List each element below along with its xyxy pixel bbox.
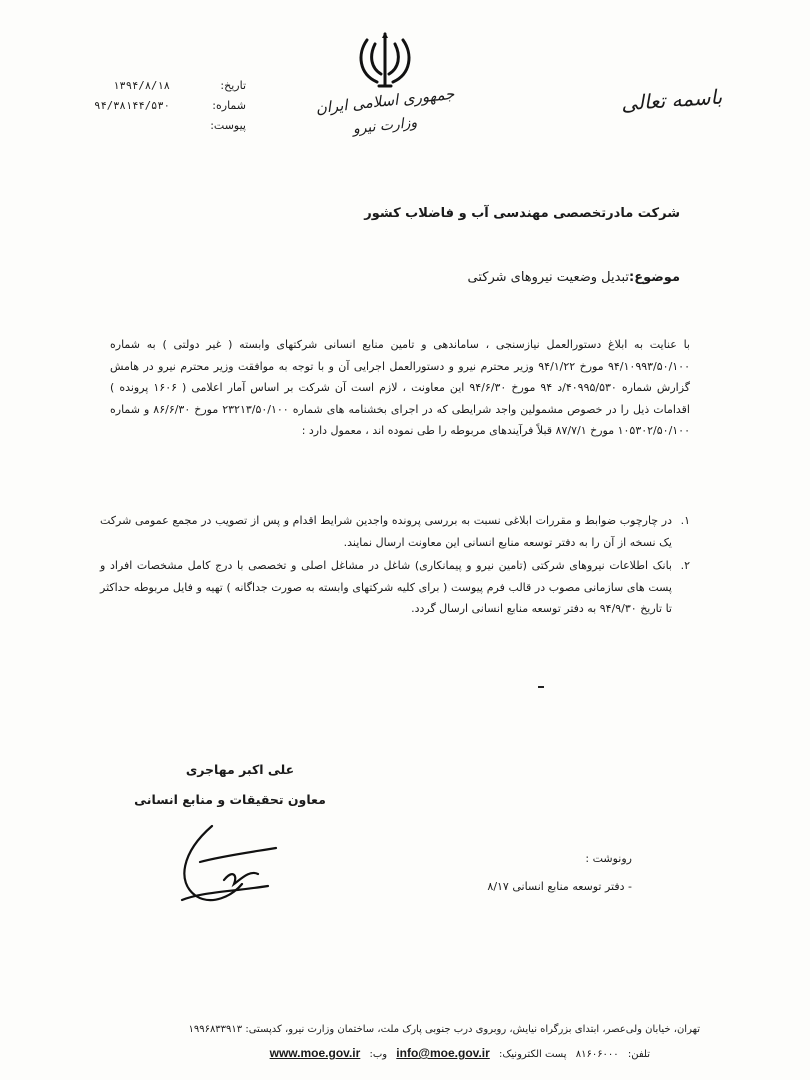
date-label: تاریخ: [220, 79, 246, 92]
action-items [100, 510, 690, 622]
email-label: پست الکترونیک: [498, 1049, 567, 1060]
subject-text: تبدیل وضعیت نیروهای شرکتی [467, 270, 629, 285]
item-text: در چارچوب ضوابط و مقررات ابلاغی نسبت به بررسی پرونده واجدین شرایط اقدام و پس از تصویب در مجمع عمومی شرکت یک نسخه از آن را به دفتر توسعه منابع انسانی این معاونت ارسال نمایند. [100, 514, 672, 549]
stray-mark [538, 686, 544, 688]
bismillah-heading: باسمه تعالی [620, 84, 723, 116]
meta-values [90, 76, 170, 116]
item-number: ۱. [680, 514, 690, 527]
recipient: شرکت مادرتخصصی مهندسی آب و فاضلاب کشور [364, 206, 680, 221]
list-item [100, 510, 690, 553]
cc-line: - دفتر توسعه منابع انسانی ۸/۱۷ [487, 880, 632, 893]
ministry-name: وزارت نیرو [352, 114, 418, 138]
cc-label: رونوشت : [585, 852, 632, 865]
handwritten-signature [172, 822, 282, 912]
meta-labels [186, 76, 246, 136]
item-number: ۲. [680, 559, 690, 572]
iran-emblem-icon [355, 30, 415, 92]
signer-name: علی اکبر مهاجری [185, 762, 295, 777]
attachment-label: پیوست: [210, 119, 246, 132]
body-paragraph: با عنایت به ابلاغ دستورالعمل نیازسنجی ، ساماندهی و تامین منابع انسانی شرکتهای وابسته ( غیر دولتی ) به شماره ۹۴/۱۰۹۹۳/۵۰/۱۰۰ مورخ ۹۴/۱/۲۲ وزیر محترم نیرو و دستورالعمل اجرایی آن و با توجه به موافقت وزیر محترم نیرو در هامش گزارش شماره ۴۰۹۹۵/۵۳۰/د ۹۴ مورخ ۹۴/۶/۳۰ این معاونت ، لازم است آن شرکت بر اساس آمار اعلامی ( ۱۶۰۶ پرونده ) اقدامات ذیل را در خصوص مشمولین واجد شرایطی که در اجرای بخشنامه های شماره ۲۳۲۱۳/۵۰/۱۰۰ مورخ ۸۶/۶/۳۰ و شماره ۱۰۵۳۰۲/۵۰/۱۰۰ مورخ ۸۷/۷/۱ قبلاً فرآیندهای مربوطه را طی نموده اند ، معمول دارد : [110, 338, 691, 437]
list-item [100, 555, 690, 620]
item-text: بانک اطلاعات نیروهای شرکتی (تامین نیرو و پیمانکاری) شاغل در مشاغل اصلی و تخصصی با درج کامل مشخصات افراد و پست های سازمانی مصوب در قالب فرم پیوست ( برای کلیه شرکتهای وابسته به صورت جداگانه ) تهیه و فایل مربوطه حداکثر تا تاریخ ۹۴/۹/۳۰ به دفتر توسعه منابع انسانی ارسال گردد. [100, 559, 672, 615]
number-label: شماره: [212, 99, 246, 112]
phone-number: ۸۱۶۰۶۰۰۰ [575, 1049, 619, 1060]
signer-title: معاون تحقیقات و منابع انسانی [134, 792, 326, 807]
email-link[interactable]: info@moe.gov.ir [396, 1046, 490, 1060]
footer-address: تهران، خیابان ولی‌عصر، ابتدای بزرگراه نیایش، روبروی درب جنوبی پارک ملت، ساختمان وزارت نیرو، کدپستی: ۱۹۹۶۸۳۳۹۱۳ [188, 1024, 700, 1035]
government-name: جمهوری اسلامی ایران [314, 84, 456, 118]
phone-label: تلفن: [627, 1049, 650, 1060]
footer-contact [190, 1046, 650, 1060]
website-link[interactable]: www.moe.gov.ir [269, 1046, 361, 1060]
subject-line [140, 270, 680, 285]
web-label: وب: [369, 1049, 388, 1060]
date-value: ۱۳۹۴/۸/۱۸ [113, 80, 170, 92]
subject-label: موضوع: [629, 270, 680, 285]
number-value: ۹۴/۳۸۱۴۴/۵۳۰ [94, 100, 170, 112]
